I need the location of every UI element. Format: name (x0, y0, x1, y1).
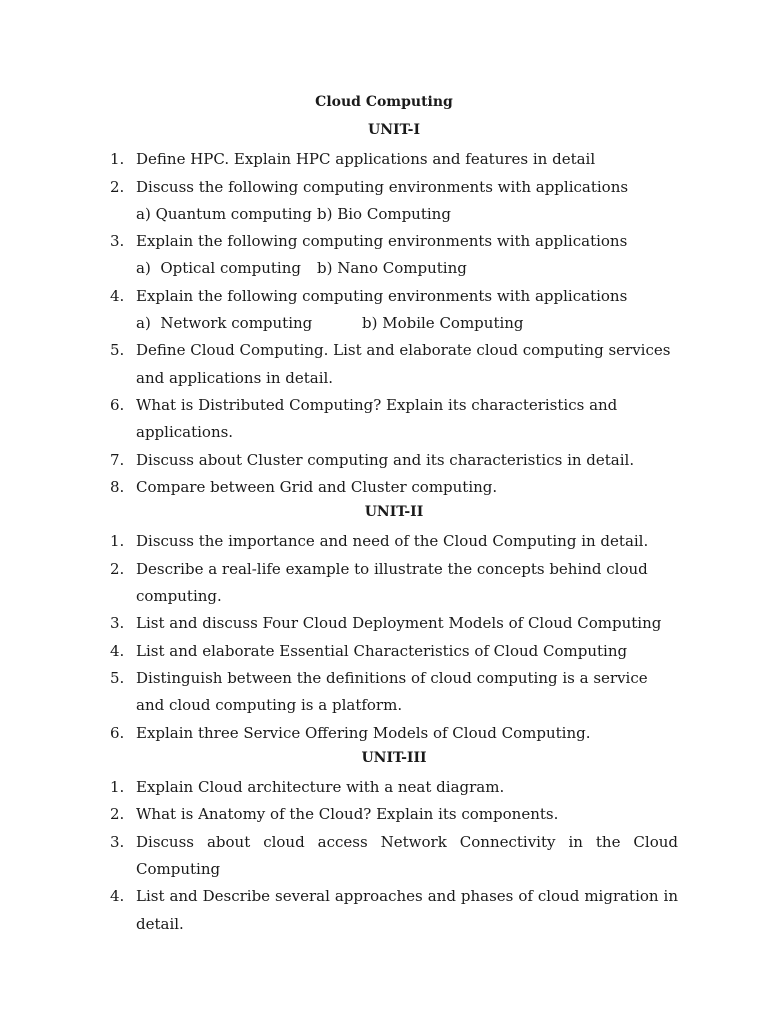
question-text: Explain the following computing environments with applications (136, 232, 628, 251)
question-item (110, 337, 678, 392)
unit-heading: UNIT-I (367, 122, 420, 138)
question-text: What is Anatomy of the Cloud? Explain its components. (136, 805, 559, 824)
question-text: Distinguish between the definitions of cloud computing is a service and cloud computing is a platform. (136, 668, 648, 715)
question-item (110, 556, 678, 611)
question-item (110, 665, 678, 720)
question-text: Discuss about Cluster computing and its characteristics in detail. (136, 450, 635, 469)
question-text: Compare between Grid and Cluster computing. (136, 477, 498, 496)
question-number: 6. (110, 395, 125, 414)
question-number: 2. (110, 177, 125, 196)
sub-option-a: a) Optical computing (136, 259, 301, 278)
question-item (110, 829, 678, 884)
question-text: Describe a real-life example to illustrate the concepts behind cloud computing. (136, 559, 648, 606)
document-title: Cloud Computing (315, 94, 453, 110)
unit-heading: UNIT-II (364, 504, 424, 521)
question-number: 1. (110, 778, 125, 797)
question-number: 6. (110, 723, 125, 742)
question-item (110, 883, 678, 938)
question-number: 1. (110, 150, 125, 169)
question-number: 3. (110, 232, 125, 251)
question-text: Discuss the importance and need of the Cloud Computing in detail. (136, 532, 649, 551)
document-content (110, 119, 678, 938)
question-item (110, 392, 678, 447)
unit-3-section (110, 747, 678, 938)
question-number: 2. (110, 805, 125, 824)
question-number: 4. (110, 641, 125, 660)
question-sub-options (136, 255, 678, 282)
question-number: 4. (110, 887, 125, 906)
question-list (110, 528, 678, 746)
sub-option-b: b) Bio Computing (317, 204, 451, 223)
question-list (110, 774, 678, 938)
question-item (110, 283, 678, 338)
sub-option-a: a) Network computing (136, 314, 313, 333)
question-text: What is Distributed Computing? Explain its characteristics and applications. (136, 395, 618, 442)
unit-2-section (110, 501, 678, 747)
question-number: 7. (110, 450, 125, 469)
question-text: List and discuss Four Cloud Deployment Models of Cloud Computing (136, 614, 662, 633)
question-number: 3. (110, 614, 125, 633)
question-number: 4. (110, 286, 125, 305)
question-text: Explain Cloud architecture with a neat diagram. (136, 778, 505, 797)
sub-option-a: a) Quantum computing (136, 204, 312, 223)
question-number: 5. (110, 668, 125, 687)
sub-option-b: b) Mobile Computing (362, 314, 524, 333)
question-item (110, 447, 678, 474)
question-item (110, 174, 678, 229)
question-item (110, 146, 678, 173)
question-text: List and Describe several approaches and phases of cloud migration in detail. (136, 887, 678, 933)
question-item (110, 774, 678, 801)
question-text: Define HPC. Explain HPC applications and features in detail (136, 150, 596, 169)
sub-option-b: b) Nano Computing (317, 259, 467, 278)
question-number: 1. (110, 532, 125, 551)
question-sub-options (136, 310, 678, 337)
unit-heading: UNIT-III (361, 749, 427, 766)
question-number: 5. (110, 341, 125, 360)
question-list (110, 146, 678, 501)
question-text: Explain three Service Offering Models of Cloud Computing. (136, 723, 591, 742)
question-item (110, 720, 678, 747)
question-item (110, 638, 678, 665)
question-item (110, 474, 678, 501)
question-text: List and elaborate Essential Characteristics of Cloud Computing (136, 641, 628, 660)
question-number: 3. (110, 832, 125, 851)
question-text: Explain the following computing environments with applications (136, 286, 628, 305)
question-sub-options (136, 201, 678, 228)
question-text: Discuss the following computing environments with applications (136, 177, 629, 196)
question-text: Discuss about cloud access Network Connectivity in the Cloud Computing (136, 832, 678, 879)
question-item (110, 801, 678, 828)
unit-1-section (110, 119, 678, 501)
question-number: 8. (110, 477, 125, 496)
question-number: 2. (110, 559, 125, 578)
question-item (110, 610, 678, 637)
question-text: Define Cloud Computing. List and elaborate cloud computing services and applications in detail. (136, 341, 671, 387)
question-item (110, 228, 678, 283)
question-item (110, 528, 678, 555)
